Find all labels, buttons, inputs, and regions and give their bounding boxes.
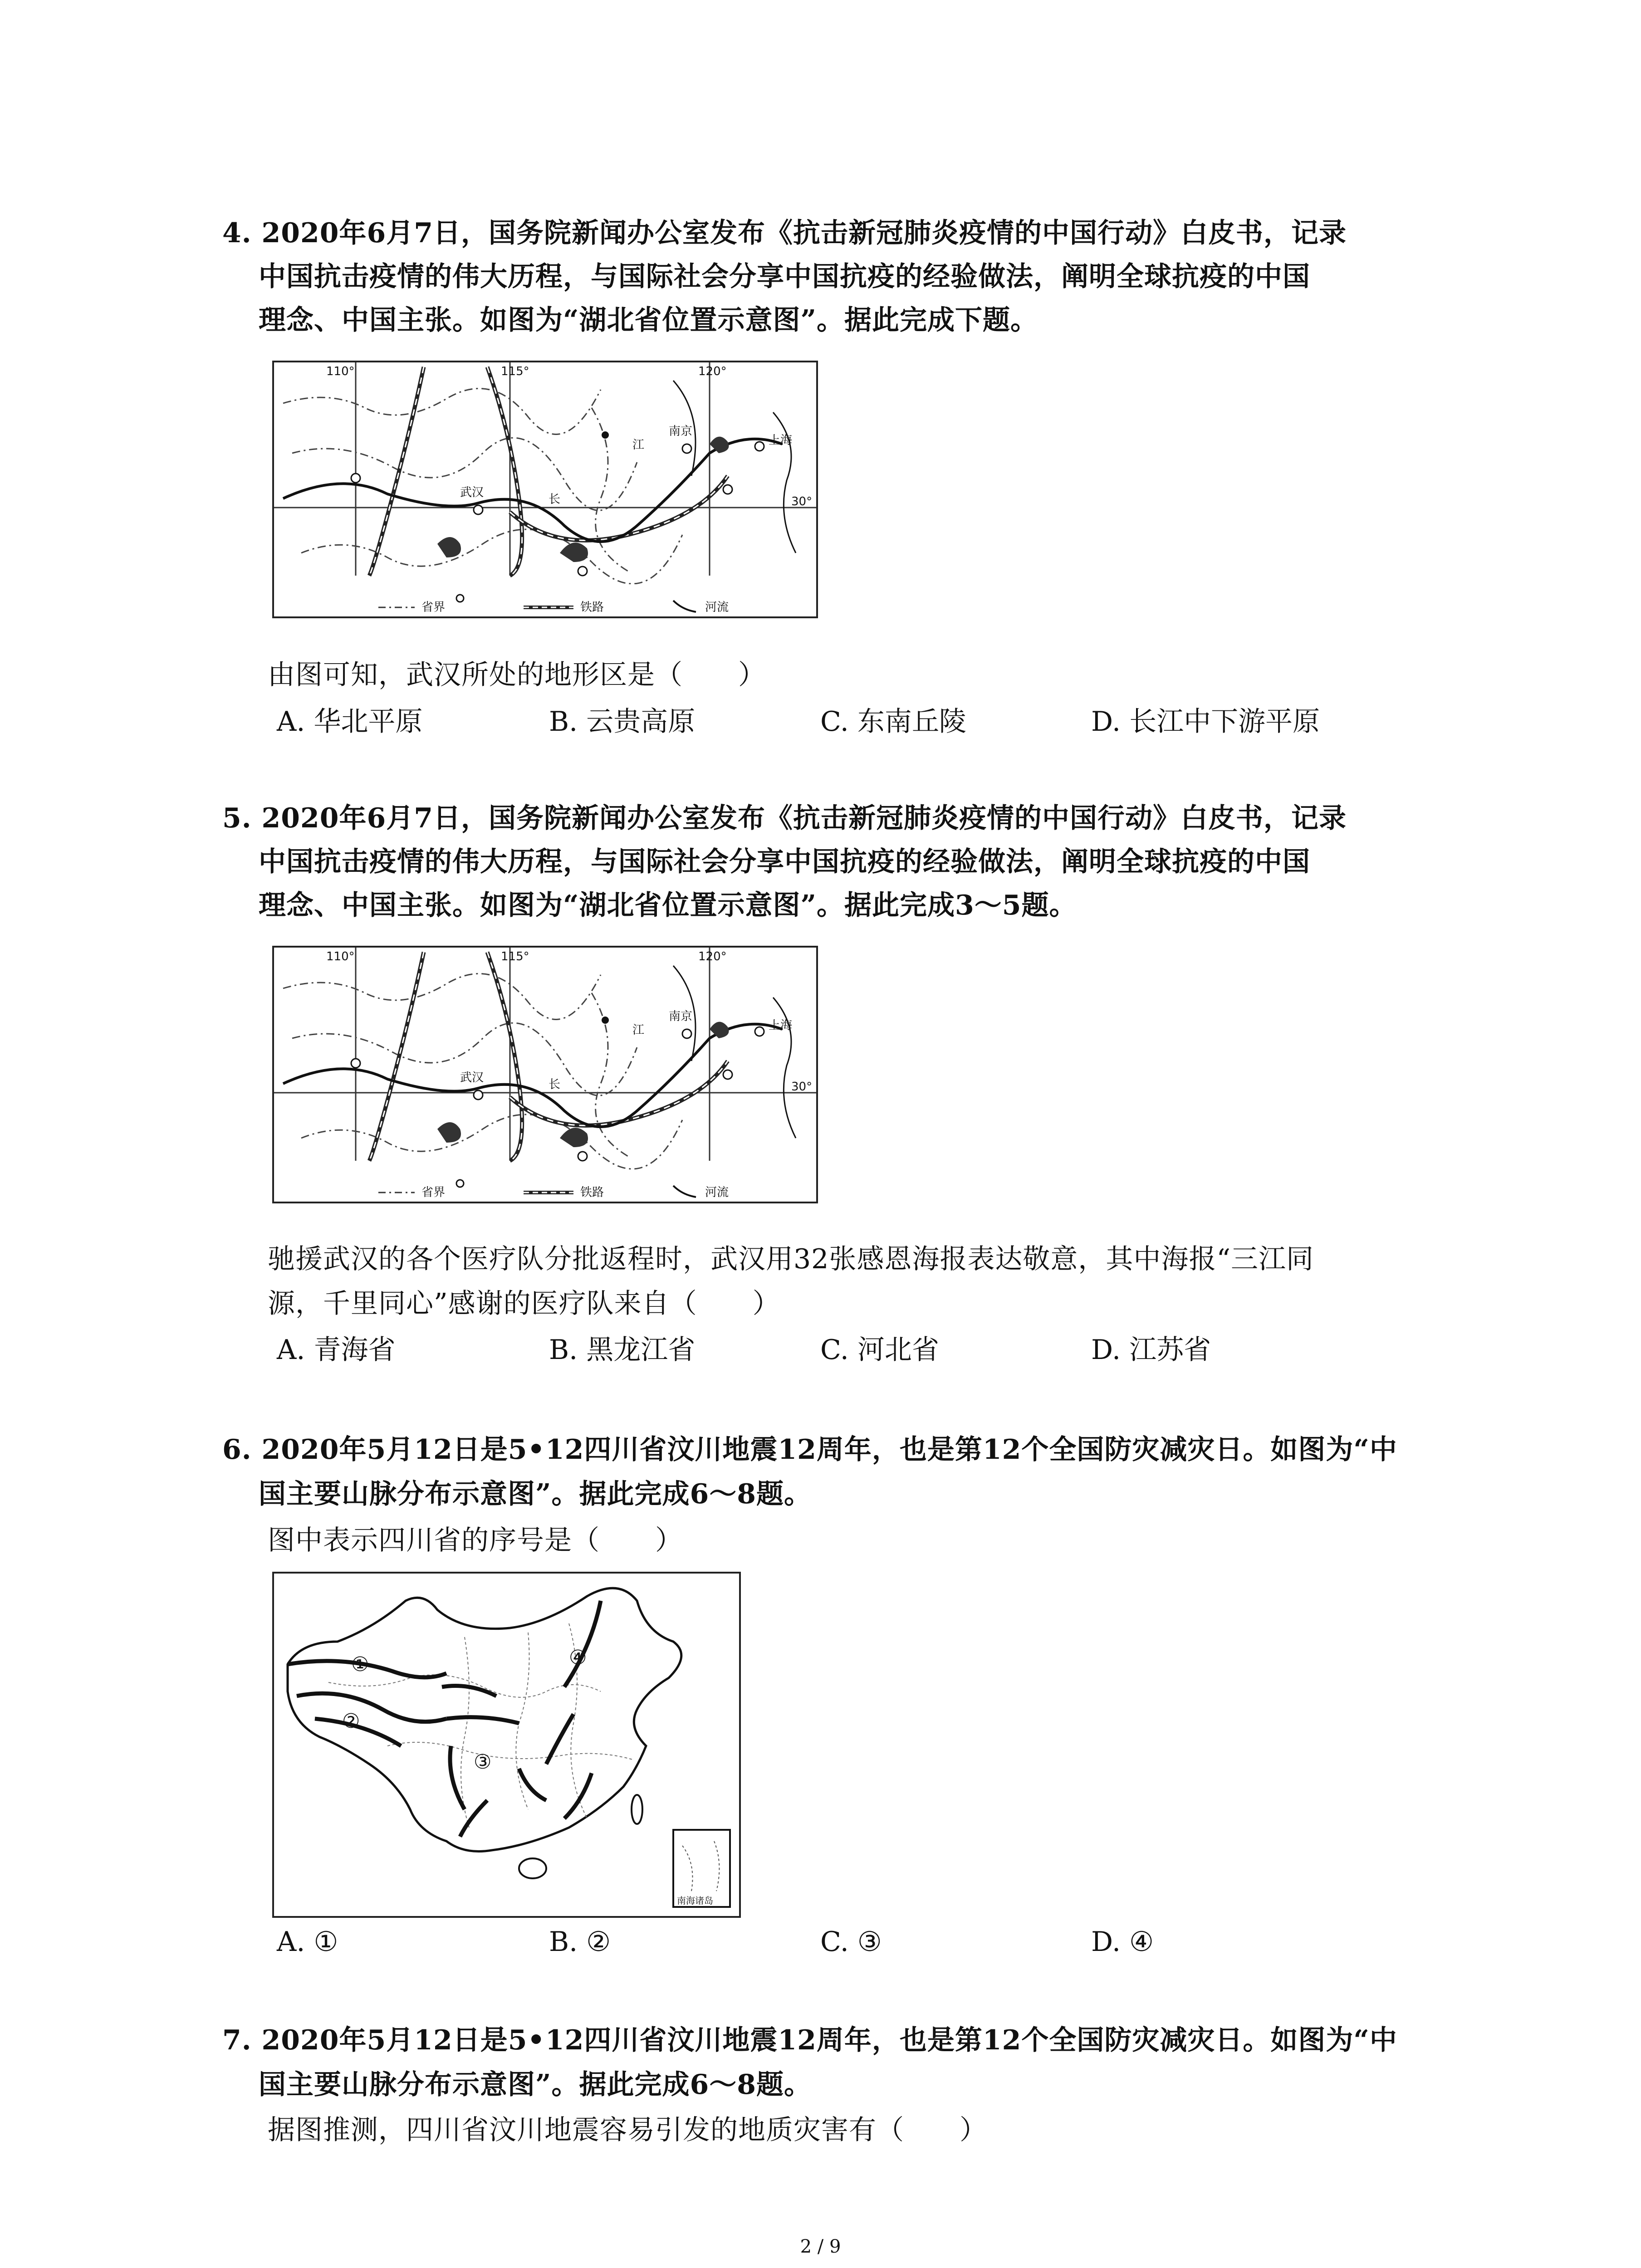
q5-option-a[interactable]: A. 青海省 xyxy=(277,1334,396,1366)
china-mountains-map xyxy=(272,1572,741,1918)
q4-option-a[interactable]: A. 华北平原 xyxy=(277,706,423,738)
q5-option-d[interactable]: D. 江苏省 xyxy=(1091,1334,1211,1366)
marker-1: ① xyxy=(351,1653,369,1676)
lon-label-120: 120° xyxy=(698,950,727,963)
q6-line-2: 国主要山脉分布示意图”。据此完成6～8题。 xyxy=(259,1478,812,1510)
lon-label-110: 110° xyxy=(326,950,355,963)
lon-label-120: 120° xyxy=(698,365,727,378)
q5-option-b[interactable]: B. 黑龙江省 xyxy=(549,1334,696,1366)
hubei-location-map-1 xyxy=(272,361,818,618)
legend-river: 河流 xyxy=(705,601,729,614)
q5-line-3: 理念、中国主张。如图为“湖北省位置示意图”。据此完成3～5题。 xyxy=(259,890,1077,921)
place-nanjing: 南京 xyxy=(669,1010,693,1023)
marker-4: ④ xyxy=(569,1646,587,1669)
place-chang: 长 xyxy=(549,493,561,506)
q4-line-1: 4. 2020年6月7日，国务院新闻办公室发布《抗击新冠肺炎疫情的中国行动》白皮书，记录 xyxy=(222,217,1347,249)
place-shanghai: 上海 xyxy=(769,1019,793,1032)
q7-line-2: 国主要山脉分布示意图”。据此完成6～8题。 xyxy=(259,2069,812,2101)
q6-option-d[interactable]: D. ④ xyxy=(1091,1926,1154,1958)
place-wuhan: 武汉 xyxy=(460,486,484,499)
marker-3: ③ xyxy=(474,1750,492,1774)
place-jiang: 江 xyxy=(632,1023,645,1037)
place-wuhan: 武汉 xyxy=(460,1071,484,1085)
marker-2: ② xyxy=(342,1710,360,1733)
q6-line-1: 6. 2020年5月12日是5•12四川省汶川地震12周年，也是第12个全国防灾减灾日。如图为“中 xyxy=(222,1434,1397,1466)
place-jiang: 江 xyxy=(632,438,645,452)
hubei-location-map-2 xyxy=(272,946,818,1203)
legend-province: 省界 xyxy=(421,1186,446,1199)
q5-stem-line-1: 驰援武汉的各个医疗队分批返程时，武汉用32张感恩海报表达敬意，其中海报“三江同 xyxy=(268,1243,1314,1275)
lon-label-115: 115° xyxy=(501,365,529,378)
q5-line-2: 中国抗击疫情的伟大历程，与国际社会分享中国抗疫的经验做法，阐明全球抗疫的中国 xyxy=(259,846,1310,878)
lon-label-110: 110° xyxy=(326,365,355,378)
place-shanghai: 上海 xyxy=(769,434,793,447)
q7-stem: 据图推测，四川省汶川地震容易引发的地质灾害有（ ） xyxy=(268,2114,987,2146)
legend-province: 省界 xyxy=(421,601,446,614)
lon-label-115: 115° xyxy=(501,950,529,963)
place-chang: 长 xyxy=(549,1078,561,1091)
q6-option-b[interactable]: B. ② xyxy=(549,1926,611,1958)
q6-stem: 图中表示四川省的序号是（ ） xyxy=(268,1525,683,1556)
inset-label: 南海诸岛 xyxy=(677,1895,713,1906)
q4-option-c[interactable]: C. 东南丘陵 xyxy=(820,706,966,738)
legend-railway: 铁路 xyxy=(580,601,604,614)
q4-option-d[interactable]: D. 长江中下游平原 xyxy=(1091,706,1320,738)
place-nanjing: 南京 xyxy=(669,425,693,438)
q6-option-a[interactable]: A. ① xyxy=(277,1926,338,1958)
page-number: 2 / 9 xyxy=(800,2236,841,2257)
q4-line-2: 中国抗击疫情的伟大历程，与国际社会分享中国抗疫的经验做法，阐明全球抗疫的中国 xyxy=(259,261,1310,293)
q5-option-c[interactable]: C. 河北省 xyxy=(820,1334,939,1366)
legend-river: 河流 xyxy=(705,1186,729,1199)
q5-stem-line-2: 源，千里同心”感谢的医疗队来自（ ） xyxy=(268,1288,780,1320)
legend-railway: 铁路 xyxy=(580,1186,604,1199)
lat-label-30: 30° xyxy=(791,495,813,508)
q4-line-3: 理念、中国主张。如图为“湖北省位置示意图”。据此完成下题。 xyxy=(259,304,1038,336)
q7-line-1: 7. 2020年5月12日是5•12四川省汶川地震12周年，也是第12个全国防灾减灾日。如图为“中 xyxy=(222,2024,1397,2056)
q5-line-1: 5. 2020年6月7日，国务院新闻办公室发布《抗击新冠肺炎疫情的中国行动》白皮书，记录 xyxy=(222,802,1347,834)
lat-label-30: 30° xyxy=(791,1080,813,1094)
q4-option-b[interactable]: B. 云贵高原 xyxy=(549,706,696,738)
q4-stem: 由图可知，武汉所处的地形区是（ ） xyxy=(268,659,766,691)
q6-option-c[interactable]: C. ③ xyxy=(820,1926,882,1958)
